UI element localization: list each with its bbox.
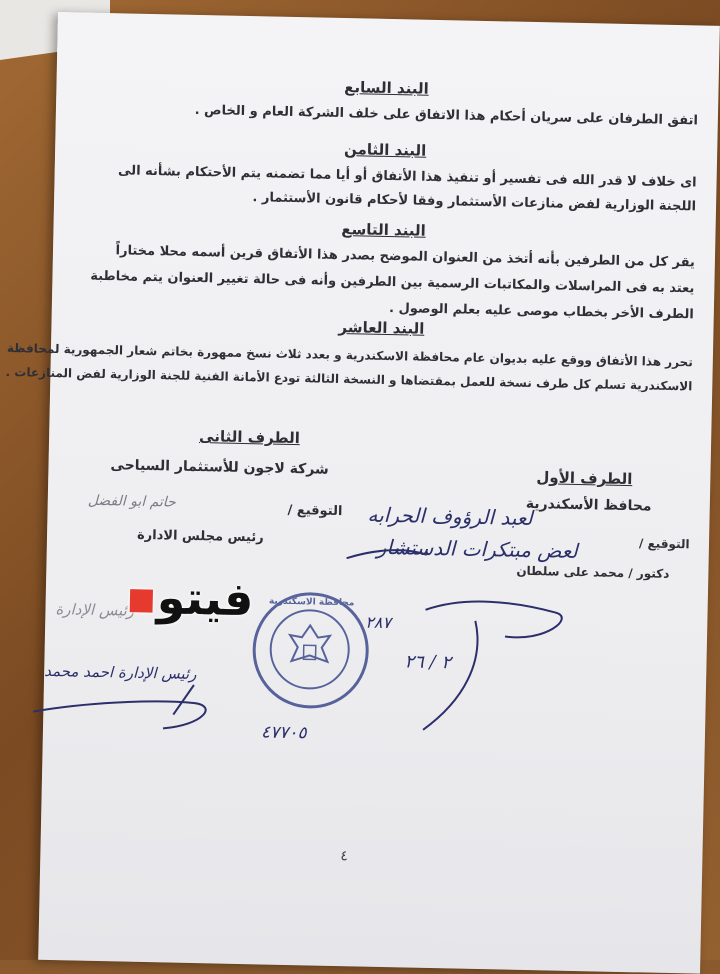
first-party-name: دكتور / محمد على سلطان — [516, 563, 670, 581]
first-party-signature-label: التوقيع / — [638, 536, 690, 552]
handwritten-reviewer-name: رئيس الإدارة احمد محمد — [44, 661, 197, 684]
page-number: ٤ — [340, 848, 349, 865]
document-page — [5, 12, 720, 974]
clause7-line-1: اتفق الطرفان على سريان أحكام هذا الاتفاق على خلف الشركة العام و الخاص . — [194, 102, 699, 129]
signature-strokes — [5, 12, 720, 974]
handwritten-reviewer-note: رئيس الإدارة — [55, 600, 135, 620]
clause9-line-3: الطرف الأخر بخطاب موصى عليه بعلم الوصول . — [388, 301, 694, 323]
stamp-emblem-ring — [269, 609, 351, 691]
clause10-line-1: تحرر هذا الأتفاق ووقع عليه بديوان عام محافظة الاسكندرية و بعدد ثلاث نسخ ممهورة بخاتم شعار الجمهورية لمحافظة — [6, 341, 693, 370]
first-party-handwritten-note-1: لعبد الرؤوف الحرابه — [367, 502, 533, 531]
first-party-handwritten-note-2: لعض مبتكرات الدستشار — [376, 534, 578, 563]
handwritten-stamp-number: ٤٧٧٠٥ — [260, 722, 307, 744]
clause8-line-2: اللجنة الوزارية لفض منازعات الأستثمار وفقا لأحكام قانون الأستثمار . — [252, 190, 697, 215]
watermark-dot-icon: ▪ — [125, 569, 158, 625]
eagle-emblem-icon — [271, 611, 349, 689]
stamp-text: محافظة الاسكندرية — [268, 596, 355, 609]
watermark-logo — [125, 570, 254, 627]
document-sheet — [5, 12, 720, 974]
clause8-title: البند الثامن — [343, 140, 427, 160]
clause9-line-2: يعتد به فى المراسلات والمكاتبات الرسمية بين الطرفين وأنه فى حالة تغيير العنوان يتم مخاطبة — [90, 268, 695, 297]
clause9-line-1: يقر كل من الطرفين بأنه أتخذ من العنوان الموضح بصدر هذا الأتفاق قرين أسمه محلا مختاراً — [115, 243, 696, 271]
first-party-entity: محافظ الأسكندرية — [525, 495, 652, 515]
handwritten-number-2: ٢ / ٢٦ — [404, 651, 452, 674]
clause8-line-1: اى خلاف لا قدر الله فى تفسير أو تنفيذ هذا الأتفاق أو أيا مما تضمنه يتم الأحتكام بشأنه الى — [117, 163, 697, 191]
watermark-text: فيتو — [156, 570, 255, 627]
handwritten-number-1: ٢٨٧ — [365, 612, 392, 633]
clause10-line-2: الاسكندرية تسلم كل طرف نسخة للعمل بمقتضاها و النسخة الثالثة تودع الأمانة الفنية للجنة الوزارية لفض المنازعات . — [5, 364, 693, 394]
second-party-title: الطرف الثانى — [198, 427, 301, 448]
second-party-handwritten-name: حاتم ابو الفضل — [87, 492, 176, 511]
second-party-entity: شركة لاجون للأستثمار السياحى — [110, 457, 329, 478]
second-party-role: رئيس مجلس الادارة — [136, 527, 264, 546]
clause10-title: البند العاشر — [338, 317, 425, 338]
first-party-title: الطرف الأول — [536, 468, 633, 489]
clause7-title: البند السابع — [344, 78, 429, 98]
clause9-title: البند التاسع — [341, 219, 426, 240]
second-party-signature-label: التوقيع / — [287, 502, 343, 520]
